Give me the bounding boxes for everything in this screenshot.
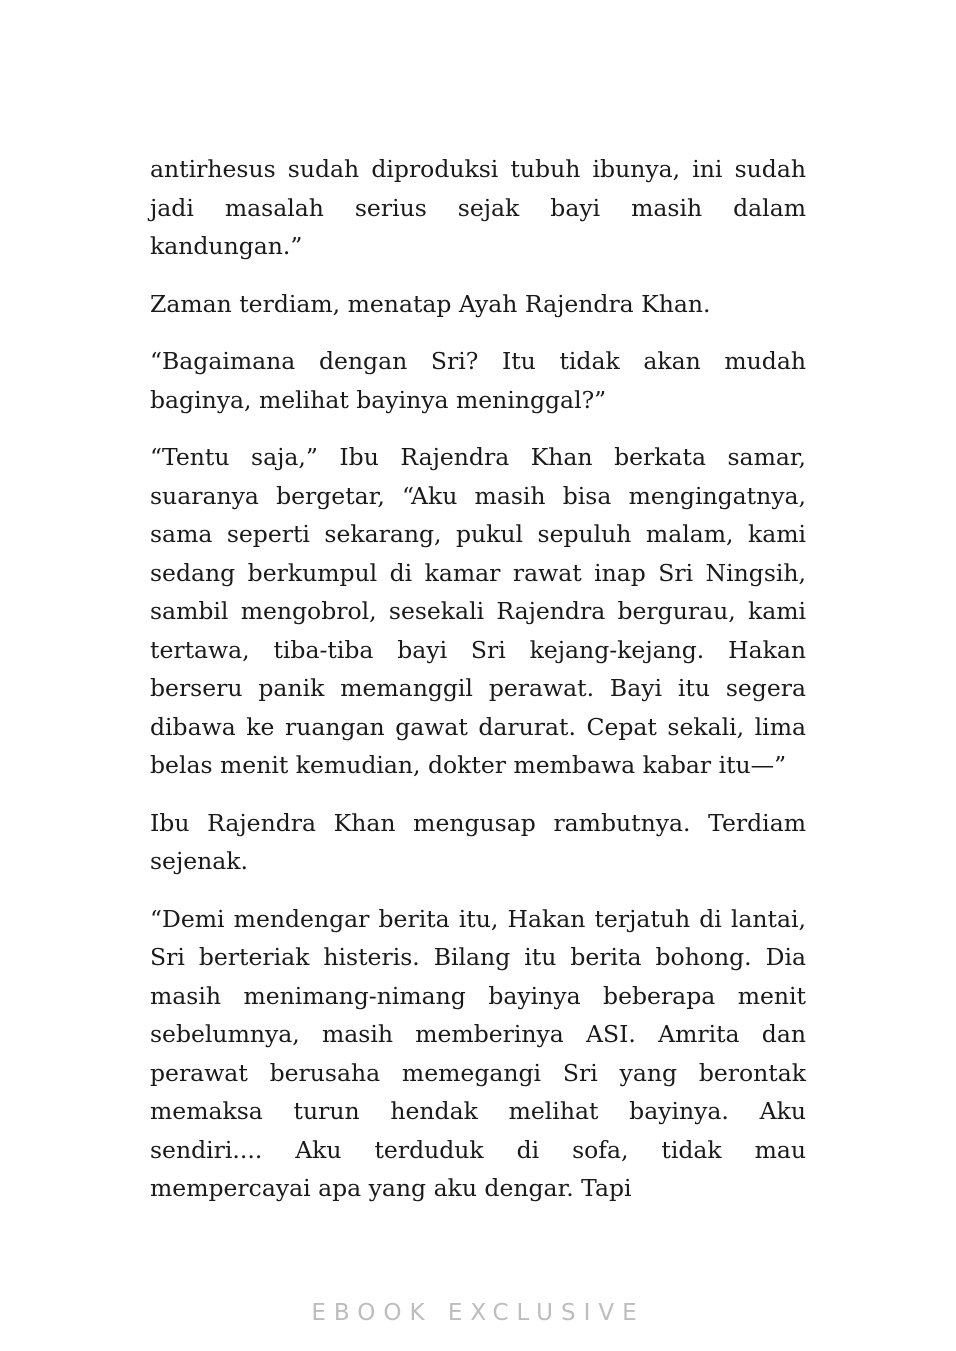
footer-watermark: EBOOK EXCLUSIVE [311,1300,645,1326]
paragraph-4: “Tentu saja,” Ibu Rajendra Khan berkata samar, suaranya bergetar, “Aku masih bisa mengingatnya, sama seperti sekarang, pukul sepuluh malam, kami sedang berkumpul di kamar rawat inap Sri Ningsih, sambil mengobrol, sesekali Rajendra bergurau, kami tertawa, tiba-tiba bayi Sri kejang-kejang. Hakan berseru panik memanggil perawat. Bayi itu segera dibawa ke ruangan gawat darurat. Cepat sekali, lima belas menit kemudian, dokter membawa kabar itu—” [150,443,806,779]
paragraph-2: Zaman terdiam, menatap Ayah Rajendra Khan. [150,289,711,318]
paragraph-1: antirhesus sudah diproduksi tubuh ibunya, ini sudah jadi masalah serius sejak bayi masih dalam kandungan.” [150,155,806,260]
paragraph-6: “Demi mendengar berita itu, Hakan terjatuh di lantai, Sri berteriak histeris. Bilang itu berita bohong. Dia masih menimang-nimang bayinya beberapa menit sebelumnya, masih memberinya ASI. Amrita dan perawat berusaha memegangi Sri yang berontak memaksa turun hendak melihat bayinya. Aku sendiri.... Aku terduduk di sofa, tidak mau mempercayai apa yang aku dengar. Tapi [150,904,806,1202]
page-body [150,150,806,1227]
paragraph-5: Ibu Rajendra Khan mengusap rambutnya. Terdiam sejenak. [150,808,806,875]
paragraph-3: “Bagaimana dengan Sri? Itu tidak akan mudah baginya, melihat bayinya meninggal?” [150,347,806,414]
